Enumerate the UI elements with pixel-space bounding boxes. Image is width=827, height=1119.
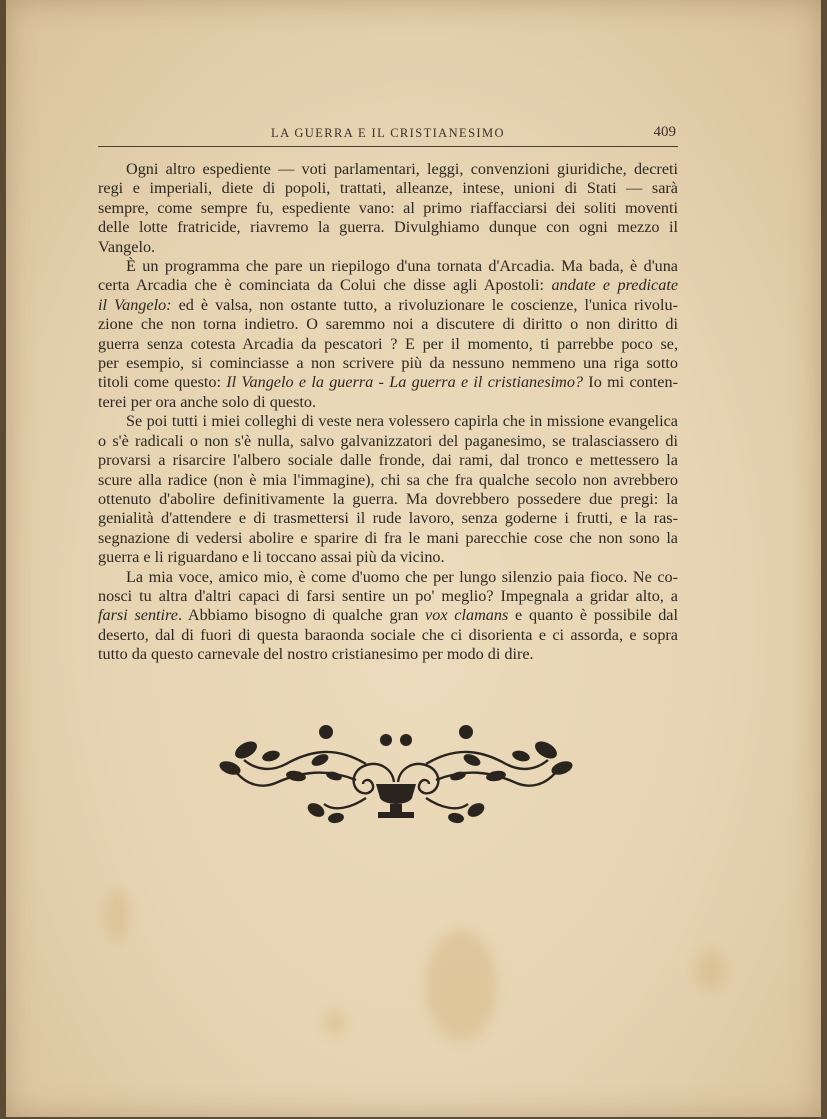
text-line: zione che non torna indietro. O saremmo noi a discutere di diritto o non diritto di bbox=[98, 315, 678, 334]
text-line: scure alla radice (non è mia l'immagine), chi sa che fra qualche secolo non avrebbero bbox=[98, 470, 678, 489]
text-line: certa Arcadia che è cominciata da Colui che disse agli Apostoli: andate e predicate bbox=[98, 276, 679, 295]
paragraph bbox=[98, 257, 678, 412]
body-text bbox=[98, 160, 678, 665]
text-line: provarsi a risarcire l'albero sociale dalle fronde, dai rami, dal tronco e mettessero la bbox=[98, 451, 678, 470]
text-line: guerra senza cotesta Arcadia da pescatori ? E per il momento, ti parrebbe poco se, bbox=[98, 334, 678, 353]
text-line: delle lotte fratricide, riavremo la guerra. Divulghiamo dunque con ogni mezzo il bbox=[98, 218, 678, 237]
text-line: nosci tu altra d'altri capaci di farsi sentire un po' meglio? Impegnala a gridar alto, a bbox=[98, 586, 678, 605]
paper-stain bbox=[696, 950, 724, 990]
paper-stain bbox=[106, 890, 128, 940]
paper-stain bbox=[426, 930, 496, 1040]
text-line: La mia voce, amico mio, è come d'uomo che per lungo silenzio paia fioco. Ne co- bbox=[126, 567, 678, 586]
text-line: ottenuto d'abolire definitivamente la guerra. Ma dovrebbero possedere due pregi: la bbox=[98, 489, 678, 508]
text-line: segnazione di vedersi abolire e sparire di fra le mani parecchie cose che non sono la bbox=[98, 528, 678, 547]
book-page bbox=[6, 0, 821, 1117]
paper-stain bbox=[326, 1010, 344, 1034]
text-line: Ogni altro espediente — voti parlamentari, leggi, convenzioni giuridiche, decreti bbox=[126, 160, 678, 178]
running-title: LA GUERRA E IL CRISTIANESIMO bbox=[271, 126, 505, 140]
text-line: tutto da questo carnevale del nostro cristianesimo per modo di dire. bbox=[98, 645, 534, 664]
paragraph bbox=[98, 568, 678, 665]
text-line: È un programma che pare un riepilogo d'una tornata d'Arcadia. Ma bada, è d'una bbox=[126, 257, 678, 276]
text-line: il Vangelo: ed è valsa, non ostante tutto, a rivoluzionare le coscienze, l'unica rivolu- bbox=[98, 295, 678, 314]
paragraph bbox=[98, 160, 678, 257]
decorative-vignette bbox=[216, 720, 576, 828]
text-line: Se poi tutti i miei colleghi di veste nera volessero capirla che in missione evangelica bbox=[126, 412, 678, 431]
page-number: 409 bbox=[653, 124, 676, 140]
text-line: per esempio, si cominciasse a non scrivere più da nessuno nemmeno una riga sotto bbox=[98, 354, 678, 373]
text-line: genialità d'attendere e di trasmettersi il rude lavoro, senza goderne i frutti, e la ras- bbox=[98, 509, 678, 528]
text-line: farsi sentire. Abbiamo bisogno di qualche gran vox clamans e quanto è possibile dal bbox=[98, 606, 678, 625]
text-line: Vangelo. bbox=[98, 237, 156, 256]
paragraph bbox=[98, 412, 678, 567]
text-line: sempre, come sempre fu, espediente vano: al primo riaffacciarsi dei soliti moventi bbox=[98, 198, 678, 217]
text-line: regi e imperiali, diete di popoli, trattati, alleanze, intese, unioni di Stati — sarà bbox=[98, 179, 678, 198]
running-header bbox=[98, 124, 678, 147]
text-line: deserto, dal di fuori di questa baraonda sociale che ci disorienta e ci assorda, e sopra bbox=[98, 625, 678, 644]
text-line: terei per ora anche solo di questo. bbox=[98, 392, 317, 411]
text-line: o s'è radicali o non s'è nulla, salvo galvanizzatori del paganesimo, se tralasciassero di bbox=[98, 431, 678, 450]
text-line: titoli come questo: Il Vangelo e la guerra - La guerra e il cristianesimo? Io mi conten- bbox=[98, 373, 678, 392]
text-line: guerra e li riguardano e li toccano assai più da vicino. bbox=[98, 548, 445, 567]
